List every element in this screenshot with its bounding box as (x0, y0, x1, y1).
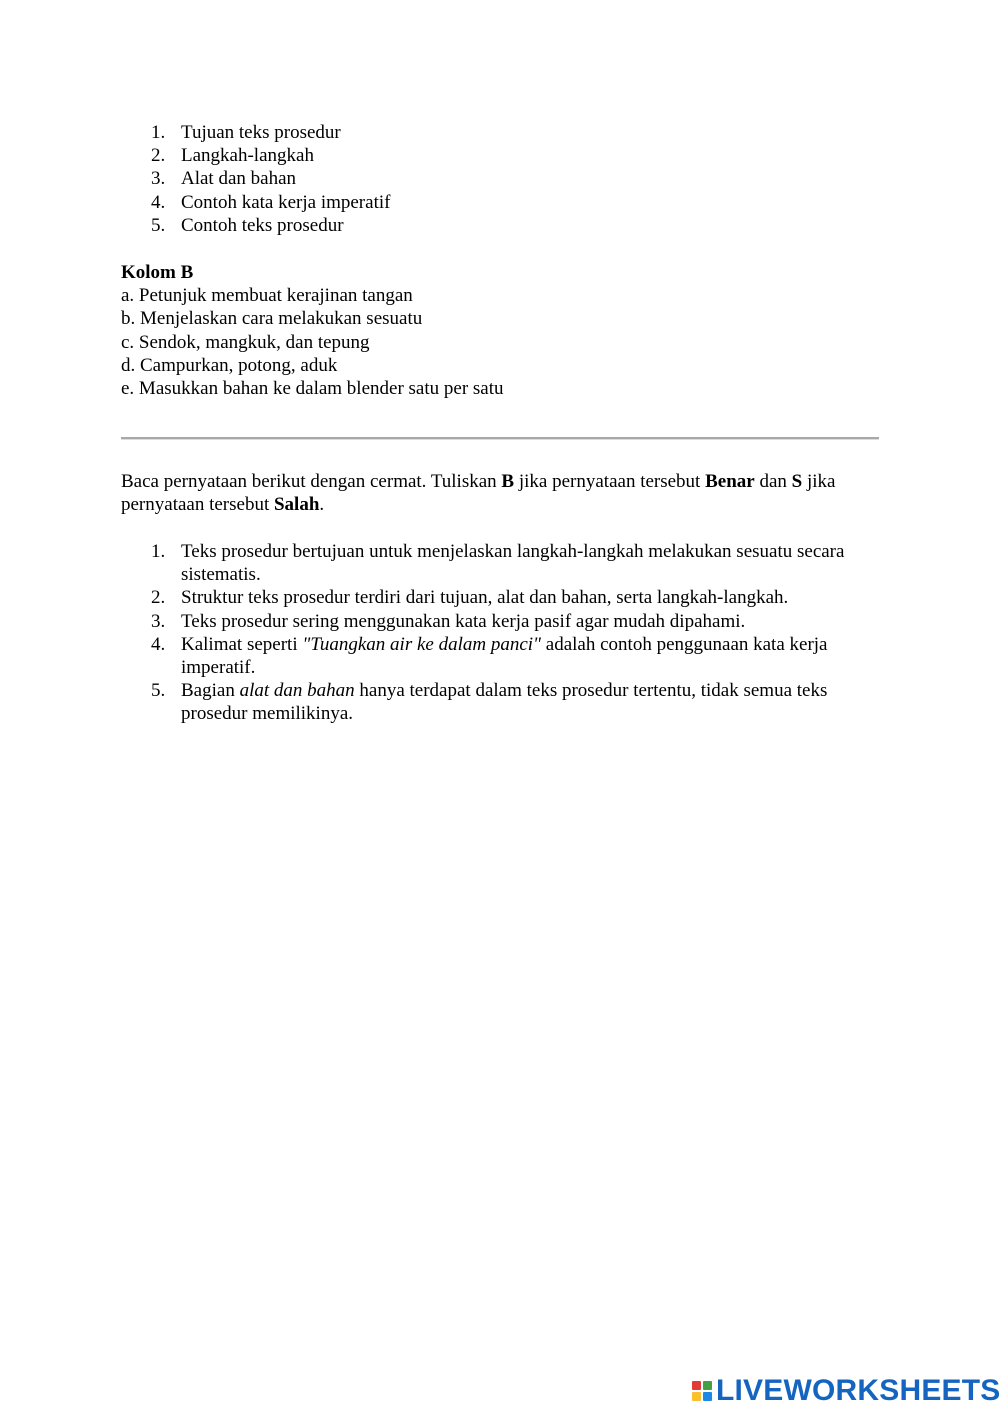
item-number: 3. (151, 610, 166, 632)
liveworksheets-mark-icon (692, 1381, 712, 1401)
statement-item (121, 679, 881, 725)
list-item (121, 144, 881, 167)
kolom-b-item: c. Sendok, mangkuk, dan tepung (121, 331, 370, 353)
kolom-b-heading: Kolom B (121, 262, 194, 283)
item-text: Alat dan bahan (181, 168, 297, 190)
kolom-a-list (121, 121, 881, 237)
instruction-b-letter: B (501, 471, 515, 492)
instruction-text: jika pernyataan tersebut (121, 471, 836, 516)
item-number: 1. (151, 541, 166, 562)
kolom-b-item: e. Masukkan bahan ke dalam blender satu per satu (121, 378, 504, 400)
list-item (121, 167, 881, 190)
statement-text-italic: alat dan bahan (239, 680, 355, 702)
statement-item (121, 586, 881, 609)
instruction-text: . (319, 494, 325, 516)
instruction-salah: Salah (273, 494, 320, 516)
item-number: 4. (151, 191, 166, 213)
item-number: 5. (151, 214, 166, 236)
item-text: Contoh kata kerja imperatif (181, 191, 391, 213)
statement-text-pre: Kalimat seperti (181, 633, 303, 655)
item-number: 5. (151, 680, 166, 702)
logo-mark-square (703, 1381, 712, 1390)
item-text: Contoh teks prosedur (181, 214, 344, 236)
statement-text: Teks prosedur sering menggunakan kata kerja pasif agar mudah dipahami. (181, 610, 746, 632)
liveworksheets-logo (692, 1374, 1000, 1408)
kolom-b-item: b. Menjelaskan cara melakukan sesuatu (121, 308, 423, 330)
kolom-b-item: d. Campurkan, potong, aduk (121, 354, 338, 376)
kolom-b-item: a. Petunjuk membuat kerajinan tangan (121, 285, 413, 307)
instruction-text: dan (754, 471, 792, 492)
statement-list (121, 540, 881, 726)
instruction-text: jika pernyataan tersebut (514, 471, 706, 492)
item-number: 1. (151, 122, 166, 143)
list-item (121, 121, 881, 144)
logo-mark-square (703, 1392, 712, 1401)
section-divider (121, 437, 879, 440)
statement-text-italic: "Tuangkan air ke dalam panci" (302, 633, 542, 655)
statement-text-post: adalah contoh penggunaan kata kerja imperatif. (181, 633, 828, 679)
statement-item (121, 540, 881, 586)
statement-text-pre: Bagian (181, 680, 240, 702)
statement-item (121, 633, 881, 679)
instruction-s-letter: S (791, 471, 803, 492)
item-number: 3. (151, 168, 166, 190)
instruction-text: Baca pernyataan berikut dengan cermat. Tuliskan (121, 471, 502, 492)
list-item (121, 191, 881, 214)
item-number: 4. (151, 633, 166, 655)
logo-mark-square (692, 1392, 701, 1401)
statement-text: Teks prosedur bertujuan untuk menjelaskan langkah-langkah melakukan sesuatu secara sistematis. (181, 541, 845, 586)
instruction-benar: Benar (705, 471, 755, 492)
item-number: 2. (151, 587, 166, 609)
item-number: 2. (151, 145, 166, 167)
logo-wordmark: LIVEWORKSHEETS (716, 1374, 1000, 1407)
statement-text: Struktur teks prosedur terdiri dari tujuan, alat dan bahan, serta langkah-langkah. (181, 587, 789, 609)
list-item (121, 214, 881, 237)
kolom-b-section (121, 261, 881, 400)
item-text: Langkah-langkah (181, 145, 314, 167)
statement-text-post: hanya terdapat dalam teks prosedur tertentu, tidak semua teks prosedur memilikinya. (181, 680, 828, 725)
logo-mark-square (692, 1381, 701, 1390)
item-text: Tujuan teks prosedur (181, 122, 341, 143)
instruction-paragraph (121, 470, 881, 516)
statement-item (121, 610, 881, 633)
